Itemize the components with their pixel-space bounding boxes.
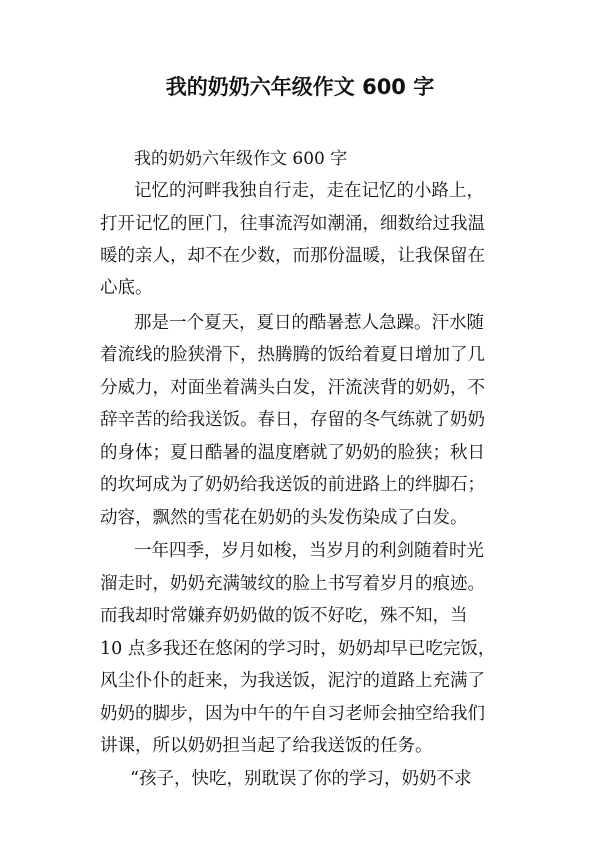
text-line: 溜走时，奶奶充满皱纹的脸上书写着岁月的痕迹。 xyxy=(100,574,485,594)
text-line: 奶奶的脚步，因为中午的午自习老师会抽空给我们 xyxy=(100,704,485,724)
text-line: 着流线的脸狭滑下，热腾腾的饭给着夏日增加了几 xyxy=(100,345,485,365)
text-line: 风尘仆仆的赶来，为我送饭，泥泞的道路上充满了 xyxy=(100,671,485,691)
text-line: 而我却时常嫌弃奶奶做的饭不好吃，殊不知，当 xyxy=(100,606,468,626)
text-line: 打开记忆的匣门，往事流泻如潮涌，细数给过我温 xyxy=(100,214,485,234)
text-line: 动容，飘然的雪花在奶奶的头发伤染成了白发。 xyxy=(100,508,468,528)
text-line: 记忆的河畔我独自行走，走在记忆的小路上， xyxy=(134,181,484,201)
text-line: 10 点多我还在悠闲的学习时，奶奶却早已吃完饭， xyxy=(100,639,496,659)
text-line: 讲课，所以奶奶担当起了给我送饭的任务。 xyxy=(100,736,433,756)
text-line: 分威力，对面坐着满头白发，汗流浃背的奶奶，不 xyxy=(100,378,485,398)
text-line: 心底。 xyxy=(100,278,153,298)
text-line: 的身体；夏日酷暑的温度磨就了奶奶的脸狭；秋日 xyxy=(100,443,485,463)
text-line: “孩子，快吃，别耽误了你的学习，奶奶不求 xyxy=(130,769,472,789)
page-title: 我的奶奶六年级作文 600 字 xyxy=(165,75,435,99)
subtitle: 我的奶奶六年级作文 600 字 xyxy=(134,149,348,169)
text-line: 一年四季，岁月如梭，当岁月的利剑随着时光 xyxy=(134,541,484,561)
text-line: 那是一个夏天，夏日的酷暑惹人急躁。汗水随 xyxy=(134,313,484,333)
text-line: 暖的亲人，却不在少数，而那份温暖，让我保留在 xyxy=(100,246,485,266)
text-line: 的坎坷成为了奶奶给我送饭的前进路上的绊脚石； xyxy=(100,475,485,495)
text-line: 辞辛苦的给我送饭。春日，存留的冬气练就了奶奶 xyxy=(100,410,485,430)
